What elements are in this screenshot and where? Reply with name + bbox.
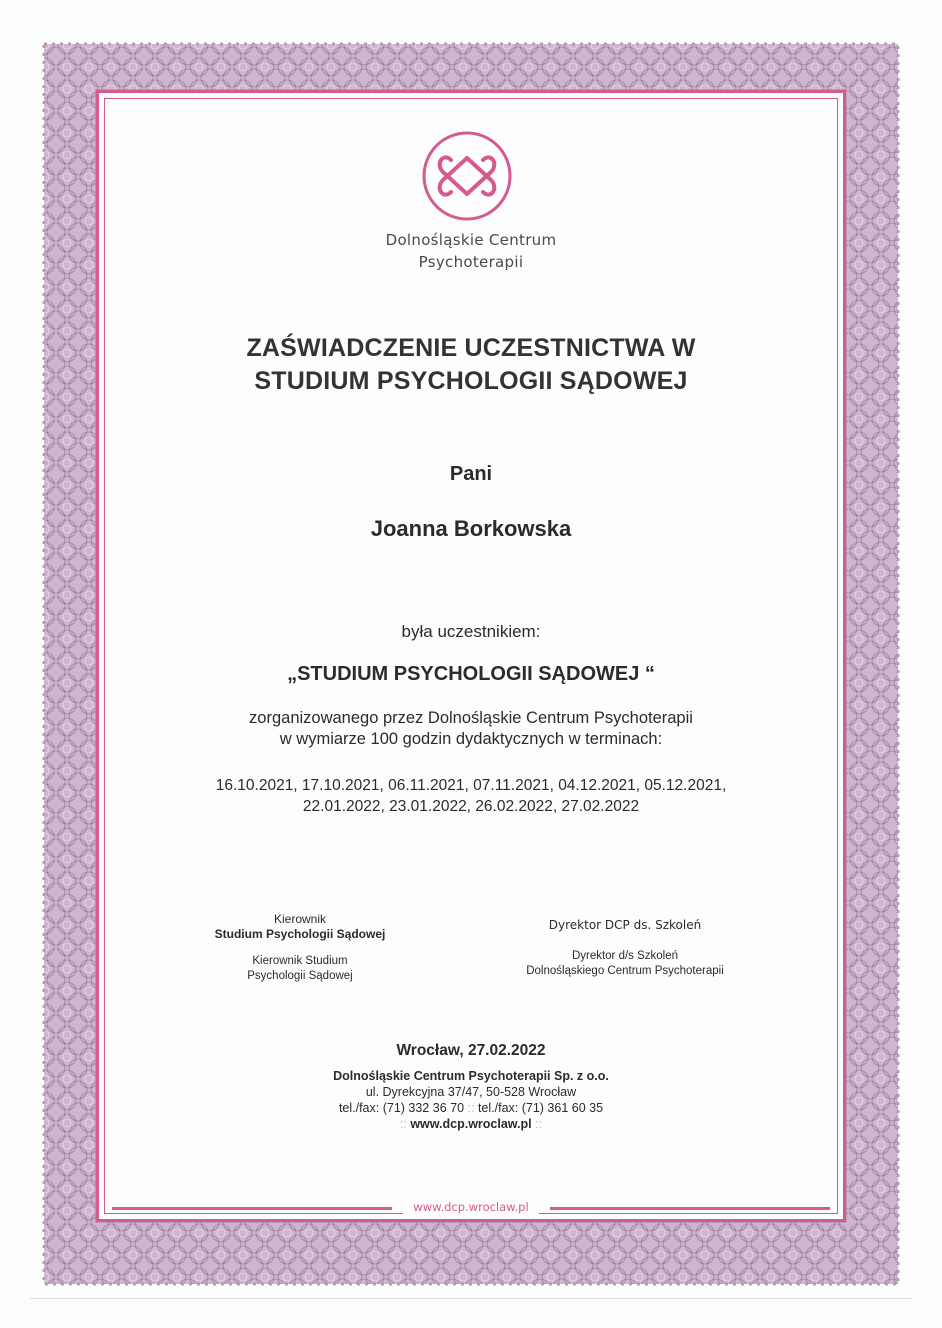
course-description-line1: zorganizowanego przez Dolnośląskie Centrum Psychoterapii xyxy=(249,709,693,727)
signature-stamp-left xyxy=(200,912,400,942)
issuer-website: www.dcp.wroclaw.pl xyxy=(410,1117,532,1131)
issuer-address xyxy=(104,1068,838,1132)
signature-caption-right xyxy=(490,949,760,979)
course-name: „STUDIUM PSYCHOLOGII SĄDOWEJ “ xyxy=(287,663,655,685)
course-dates xyxy=(104,775,838,817)
issuer-phone-2: tel./fax: (71) 361 60 35 xyxy=(477,1101,604,1115)
signature-stamp-left-line2: Studium Psychologii Sądowej xyxy=(214,927,386,941)
course-dates-line1: 16.10.2021, 17.10.2021, 06.11.2021, 07.11.2021, 04.12.2021, 05.12.2021, xyxy=(215,777,727,794)
footer xyxy=(104,1198,838,1218)
separator-dots: :: xyxy=(467,1101,475,1115)
organization-name xyxy=(104,229,838,273)
participation-lead: była uczestnikiem: xyxy=(401,622,541,641)
separator-dots: :: xyxy=(399,1117,407,1131)
signature-stamp-left-line1: Kierownik xyxy=(273,912,327,926)
signature-block-right xyxy=(490,918,760,979)
salutation: Pani xyxy=(449,463,493,485)
certificate-title-line2: STUDIUM PSYCHOLOGII SĄDOWEJ xyxy=(254,367,688,395)
signature-caption-left-line1: Kierownik Studium xyxy=(252,955,348,967)
scan-edge-rule xyxy=(30,1298,912,1299)
signature-block-left xyxy=(200,912,400,984)
issue-place-date: Wrocław, 27.02.2022 xyxy=(396,1042,546,1059)
issuer-street: ul. Dyrekcyjna 37/47, 50-528 Wrocław xyxy=(365,1085,577,1099)
signature-caption-right-line2: Dolnośląskiego Centrum Psychoterapii xyxy=(526,965,724,977)
certificate-title-line1: ZAŚWIADCZENIE UCZESTNICTWA W xyxy=(246,334,696,362)
course-description xyxy=(104,708,838,750)
certificate-title xyxy=(104,332,838,398)
issuer-phone-1: tel./fax: (71) 332 36 70 xyxy=(338,1101,465,1115)
footer-url-text: www.dcp.wroclaw.pl xyxy=(403,1200,538,1214)
issuer-company: Dolnośląskie Centrum Psychoterapii Sp. z o.o. xyxy=(333,1069,609,1083)
course-description-line2: w wymiarze 100 godzin dydaktycznych w terminach: xyxy=(279,730,663,748)
signature-caption-left xyxy=(200,954,400,984)
issuer-website-row xyxy=(104,1116,838,1132)
footer-url xyxy=(104,1200,838,1214)
recipient-name: Joanna Borkowska xyxy=(370,516,572,541)
organization-name-line1: Dolnośląskie Centrum xyxy=(385,231,557,249)
issuer-phones xyxy=(104,1100,838,1116)
signature-caption-right-line1: Dyrektor d/s Szkoleń xyxy=(571,950,679,962)
separator-dots: :: xyxy=(535,1117,543,1131)
signature-stamp-right: Dyrektor DCP ds. Szkoleń xyxy=(548,918,702,932)
course-dates-line2: 22.01.2022, 23.01.2022, 26.02.2022, 27.02.2022 xyxy=(302,798,640,815)
organization-name-line2: Psychoterapii xyxy=(418,253,524,271)
signature-caption-left-line2: Psychologii Sądowej xyxy=(247,970,353,982)
intertwined-hearts-logo-icon xyxy=(421,130,513,222)
